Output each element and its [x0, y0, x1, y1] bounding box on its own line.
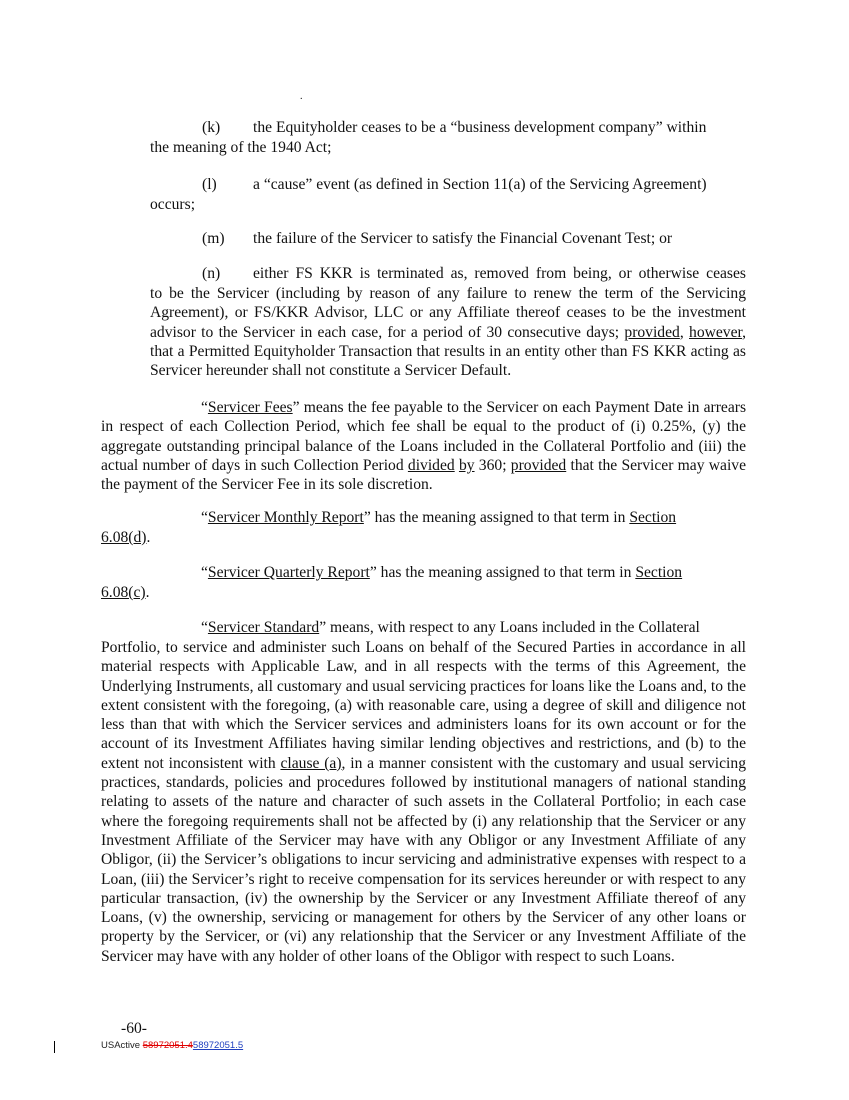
item-l-line1 [202, 175, 747, 194]
term-servicer-monthly-report: Servicer Monthly Report [207, 509, 364, 526]
definition-servicer-fees [101, 398, 746, 494]
item-n-provided: provided [624, 323, 680, 341]
item-m-text: the failure of the Servicer to satisfy the Financial Covenant Test; or [253, 230, 673, 247]
definition-servicer-standard-line1 [201, 618, 746, 637]
monthly-report-text: ” has the meaning assigned to that term in [363, 509, 630, 526]
item-k-line1 [202, 118, 742, 137]
quarterly-report-section: Section [635, 564, 683, 581]
servicer-standard-text-a: Portfolio, to service and administer such Loans on behalf of the Secured Parties in accordance in all material respects with Applicable Law, and in all respects with the terms of this Agreement, the Underlying Instruments, all customary and usual servicing practices for loans like the Loans and, to the extent consistent with the foregoing, (a) with reasonable care, using a degree of skill and diligence not less than that with which the Servicer services and administers loans for its own account or for the account of its Investment Affiliates having similar lending objectives and restrictions, and (b) to the extent not inconsistent with [101, 639, 746, 772]
item-m-label: (m) [202, 230, 225, 247]
quote-open: “ [201, 399, 208, 416]
item-n-text: either FS KKR is terminated as, removed from being, or otherwise ceases [253, 265, 746, 282]
definition-quarterly-report-line2 [101, 583, 150, 602]
quote-open: “ [201, 509, 208, 526]
clause-a-ref: clause (a) [280, 754, 342, 772]
servicer-standard-line1-rest: means, with respect to any Loans included in the Collateral [326, 619, 700, 636]
definition-servicer-standard-body [101, 638, 746, 966]
item-l-line2: occurs; [150, 196, 196, 213]
item-n-comma: , [679, 323, 690, 341]
monthly-report-section: Section [629, 509, 677, 526]
stray-mark: . [300, 91, 303, 102]
definition-quarterly-report-line1 [201, 563, 741, 582]
inserted-document-id: 58972051.5 [192, 1040, 244, 1051]
definition-monthly-report-line1 [201, 508, 741, 527]
monthly-report-ref: 6.08(d) [101, 529, 147, 546]
item-n-body-a: to be the Servicer (including by reason of any failure to renew the term of the Servicing Agreement), or FS/KKR Advisor, LLC or any Affiliate thereof ceases to be the investment advisor to the Servicer in each case, for a period of 30 consecutive days; [150, 285, 746, 341]
item-n-line1 [202, 264, 746, 283]
item-n-however: however [689, 323, 743, 341]
item-n-label: (n) [202, 265, 221, 282]
quarterly-report-ref: 6.08(c) [101, 584, 146, 601]
document-id-prefix: USActive [101, 1040, 143, 1051]
quarterly-report-text: ” has the meaning assigned to that term in [369, 564, 636, 581]
divided-term: divided [407, 456, 455, 474]
quarterly-report-end: . [145, 584, 150, 601]
servicer-standard-text-b: , in a manner consistent with the customary and usual servicing practices, standards, policies and procedures followed by institutional managers of national standing relating to assets of the nature and character of such assets in the Collateral Portfolio; in each case where the foregoing requirements shall not be affected by (i) any relationship that the Servicer or any Investment Affiliate of the Servicer may have with any Obligor or any Investment Affiliate of any Obligor, (ii) the Servicer’s obligations to incur servicing and administrative expenses with respect to a Loan, (iii) the Servicer’s right to receive compensation for its services hereunder or with respect to any particular transaction, (iv) the ownership by the Servicer or any Investment Affiliate thereof of any Loans, (v) the ownership, servicing or management for others by the Servicer of any other loans or property by the Servicer, or (vi) any relationship that the Servicer or any Investment Affiliate of the Servicer may have with any holder of other loans of the Obligor with respect to such Loans. [101, 754, 746, 965]
item-k-text: the Equityholder ceases to be a “business development company” within [253, 119, 707, 136]
change-bar [54, 1041, 55, 1053]
term-servicer-quarterly-report: Servicer Quarterly Report [207, 564, 370, 581]
item-m-line1 [202, 229, 747, 248]
quote-open: “ [201, 619, 208, 636]
item-l-text: a “cause” event (as defined in Section 11(a) of the Servicing Agreement) [253, 176, 707, 193]
by-term: by [458, 456, 475, 474]
provided-term: provided [510, 456, 567, 474]
definition-monthly-report-line2 [101, 528, 150, 547]
term-servicer-standard: Servicer Standard [207, 619, 320, 636]
item-k-line2: the meaning of the 1940 Act; [150, 139, 332, 156]
quote-close: ” [292, 399, 300, 416]
item-n-body-b: , that a Permitted Equityholder Transaction that results in an entity other than FS KKR acting as Servicer hereunder shall not constitute a Servicer Default. [150, 323, 746, 380]
page-number: -60- [121, 1020, 147, 1037]
item-l-label: (l) [202, 176, 217, 193]
quote-close: ” [319, 619, 327, 636]
servicer-fees-text-b: 360; [474, 456, 511, 474]
deleted-document-id: 58972051.4 [142, 1040, 193, 1051]
item-n-body [150, 284, 746, 380]
term-servicer-fees: Servicer Fees [207, 399, 293, 416]
quote-open: “ [201, 564, 208, 581]
servicer-fees-text-c: that the Servicer may waive the payment of the Servicer Fee in its sole discretion. [101, 456, 746, 494]
item-k-label: (k) [202, 119, 221, 136]
servicer-fees-text-a: means the fee payable to the Servicer on each Payment Date in arrears in respect of each Collection Period, which fee shall be equal to the product of (i) 0.25%, (y) the aggregate outstanding principal balance of the Loans included in the Collateral Portfolio and (iii) the actual number of days in such Collection Period [101, 399, 747, 474]
document-id [101, 1040, 243, 1051]
monthly-report-end: . [146, 529, 151, 546]
